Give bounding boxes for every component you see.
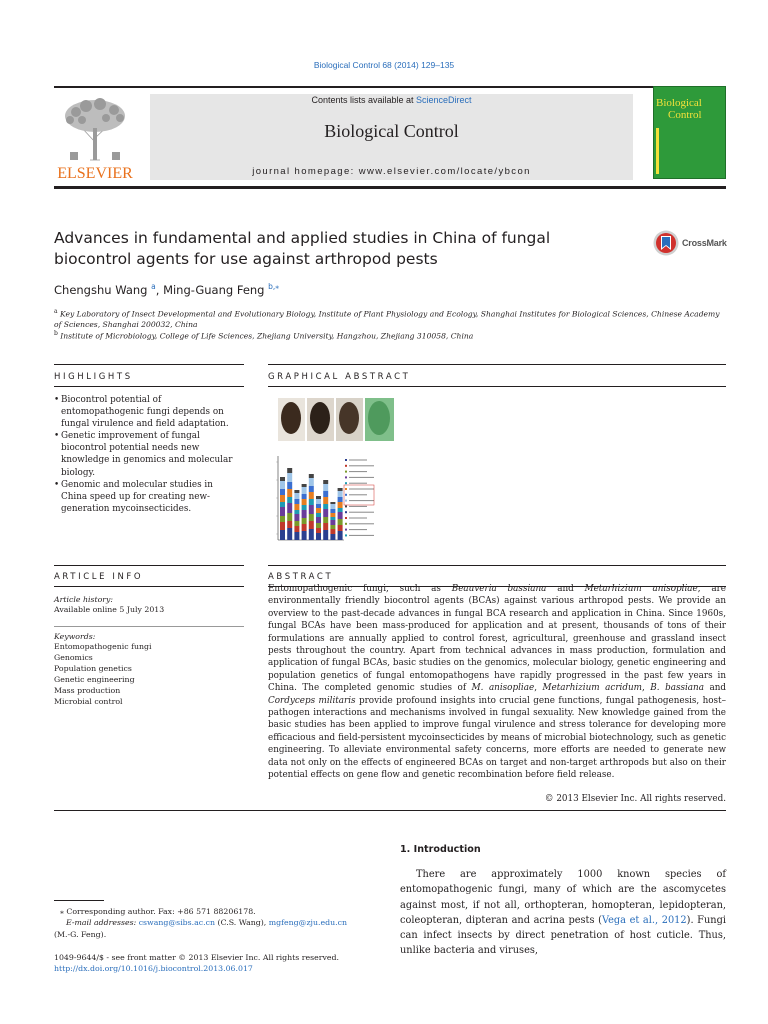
introduction-text xyxy=(400,867,726,959)
elsevier-wordmark: ELSEVIER xyxy=(57,165,133,180)
abstract-segment: and xyxy=(546,584,585,594)
elsevier-logo xyxy=(54,92,136,180)
graphical-abstract-insect-photos xyxy=(276,396,396,443)
highlight-item: • Genetic improvement of fungal biocontrol potential needs new knowledge in genomics and molecular biology. xyxy=(54,430,234,478)
abstract-segment: , xyxy=(534,683,543,694)
stacked-bar-segment xyxy=(294,532,299,540)
stacked-bar-segment xyxy=(280,507,285,516)
cover-title-line2: Control xyxy=(668,109,702,121)
legend-swatch xyxy=(345,511,347,513)
stacked-bar-segment xyxy=(302,524,307,531)
stacked-bar-segment xyxy=(309,478,314,486)
stacked-bar-segment xyxy=(309,499,314,505)
stacked-bar-segment xyxy=(302,499,307,505)
graphical-abstract-legend xyxy=(342,455,412,543)
stacked-bar-segment xyxy=(287,482,292,489)
legend-swatch xyxy=(345,471,347,473)
section-rule xyxy=(54,386,244,387)
abstract-text xyxy=(268,583,726,782)
legend-label-placeholder xyxy=(349,460,367,461)
legend-label-placeholder xyxy=(349,518,367,519)
legend-label-placeholder xyxy=(349,465,374,466)
abstract-segment: , xyxy=(641,683,651,694)
stacked-bar-segment xyxy=(287,513,292,521)
legend-swatch xyxy=(345,529,347,531)
affiliation-text: Key Laboratory of Insect Developmental and Evolutionary Biology, Institute of Plant Physiology and Ecology, Shanghai Institutes for Biological Sciences, Chinese Academy of Sciences, Shanghai 200032, China xyxy=(54,309,720,330)
header-bottom-rule xyxy=(54,186,726,189)
keyword-item: Genetic engineering xyxy=(54,675,135,684)
affiliation-text: Institute of Microbiology, College of Life Sciences, Zhejiang University, Hangzhou, Zhejiang 310058, China xyxy=(60,331,474,341)
affiliation-a xyxy=(54,307,724,331)
section-rule xyxy=(54,565,244,566)
stacked-bar-segment xyxy=(316,533,321,540)
legend-label-placeholder xyxy=(349,506,367,507)
stacked-bar-segment xyxy=(287,528,292,540)
stacked-bar-segment xyxy=(280,477,285,481)
legend-swatch xyxy=(345,505,347,507)
keyword-item: Microbial control xyxy=(54,697,123,706)
legend-label-placeholder xyxy=(349,529,367,530)
species-name: M. anisopliae xyxy=(471,683,535,694)
legend-swatch xyxy=(345,517,347,519)
species-name: Cordyceps militaris xyxy=(268,695,356,706)
legend-swatch xyxy=(345,500,347,502)
stacked-bar-segment xyxy=(287,468,292,473)
doi-link[interactable]: http://dx.doi.org/10.1016/j.biocontrol.2013.06.017 xyxy=(54,963,253,973)
article-history xyxy=(54,595,244,615)
affiliation-marker[interactable]: b,⁎ xyxy=(268,282,280,291)
stacked-bar-segment xyxy=(309,486,314,492)
section-rule xyxy=(268,364,726,365)
stacked-bar-segment xyxy=(294,510,299,514)
author-name[interactable]: Ming-Guang Feng xyxy=(163,282,265,297)
legend-label-placeholder xyxy=(349,535,374,536)
introduction-heading: 1. Introduction xyxy=(400,844,481,855)
stacked-bar-segment xyxy=(309,514,314,521)
crossmark-label[interactable]: CrossMark xyxy=(682,238,727,248)
sciencedirect-link[interactable]: ScienceDirect xyxy=(416,95,472,105)
corresponding-author-footnote xyxy=(54,906,380,940)
article-title: Advances in fundamental and applied studies in China of fungal biocontrol agents for use against arthropod pests xyxy=(54,229,551,268)
contents-prefix: Contents lists available at xyxy=(311,95,417,105)
stacked-bar-segment xyxy=(287,503,292,513)
legend-swatch xyxy=(345,476,347,478)
affiliation-b xyxy=(54,329,724,342)
email-link[interactable]: cswang@sibs.ac.cn xyxy=(138,918,216,928)
stacked-bar-segment xyxy=(280,495,285,502)
stacked-bar-segment xyxy=(287,473,292,482)
stacked-bar-segment xyxy=(309,521,314,529)
keyword-item: Mass production xyxy=(54,686,121,695)
abstract-heading: ABSTRACT xyxy=(268,572,334,582)
stacked-bar-segment xyxy=(316,499,321,504)
stacked-bar-segment xyxy=(330,509,335,513)
stacked-bar-segment xyxy=(294,526,299,532)
stacked-bar-segment xyxy=(323,523,328,530)
legend-label-placeholder xyxy=(349,512,374,513)
abstract-segment: and xyxy=(703,683,727,694)
stacked-bar-segment xyxy=(323,517,328,523)
legend-label-placeholder xyxy=(349,471,367,472)
history-value: Available online 5 July 2013 xyxy=(54,605,165,614)
affiliation-label: a xyxy=(54,308,58,315)
intro-segment: There are approximately 1000 known species of entomopathogenic fungi, many of which are the ascomycetes against most, if not all, orthopteran, homopteran, lepidopteran, coleopteran, dipteran and acrina pests ( xyxy=(400,869,726,926)
stacked-bar-segment xyxy=(280,481,285,489)
stacked-bar-segment xyxy=(294,521,299,526)
keywords-label: Keywords: xyxy=(54,632,96,641)
journal-title: Biological Control xyxy=(324,121,459,141)
legend-swatch xyxy=(345,494,347,496)
stacked-bar-segment xyxy=(294,514,299,521)
stacked-bar-segment xyxy=(294,499,299,504)
stacked-bar-segment xyxy=(330,520,335,525)
stacked-bar-segment xyxy=(330,502,335,504)
stacked-bar-segment xyxy=(323,530,328,540)
legend-swatch xyxy=(345,482,347,484)
stacked-bar-segment xyxy=(323,491,328,497)
legend-swatch xyxy=(345,465,347,467)
legend-swatch xyxy=(345,534,347,536)
species-name: Metarhizium anisopliae xyxy=(584,584,698,594)
stacked-bar-segment xyxy=(309,505,314,514)
contents-available xyxy=(150,95,633,105)
legend-label-placeholder xyxy=(349,477,374,478)
citation-link[interactable]: Vega et al., 2012 xyxy=(601,914,687,926)
stacked-bar-segment xyxy=(287,521,292,528)
author-separator: , xyxy=(155,282,164,297)
issn-line: 1049-9644/$ - see front matter © 2013 Elsevier Inc. All rights reserved. xyxy=(54,953,339,962)
stacked-bar-segment xyxy=(316,528,321,533)
stacked-bar-segment xyxy=(323,504,328,509)
article-info-heading: ARTICLE INFO xyxy=(54,572,144,582)
abstract-copyright: © 2013 Elsevier Inc. All rights reserved. xyxy=(544,794,726,804)
cover-title-line1: Biological xyxy=(656,97,702,109)
affiliation-label: b xyxy=(54,330,58,337)
homepage-link[interactable]: www.elsevier.com/locate/ybcon xyxy=(358,166,531,177)
keyword-item: Genomics xyxy=(54,653,93,662)
stacked-bar-segment xyxy=(309,474,314,478)
footnote-corresponding: Corresponding author. Fax: +86 571 88206178. xyxy=(66,907,256,916)
stacked-bar-segment xyxy=(287,489,292,497)
section-rule xyxy=(54,586,244,587)
legend-label-placeholder xyxy=(349,494,367,495)
email-label: E-mail addresses: xyxy=(66,918,139,928)
stacked-bar-segment xyxy=(294,504,299,510)
section-rule xyxy=(268,386,726,387)
stacked-bar-segment xyxy=(316,496,321,499)
homepage-prefix: journal homepage: xyxy=(252,166,359,177)
stacked-bar-segment xyxy=(316,504,321,508)
section-rule xyxy=(54,364,244,365)
highlights-list xyxy=(54,394,234,515)
stacked-bar-segment xyxy=(316,508,321,513)
footnote-line xyxy=(54,906,380,917)
stacked-bar-segment xyxy=(323,497,328,504)
stacked-bar-segment xyxy=(302,494,307,499)
legend-swatch xyxy=(345,488,347,490)
footnote-emails xyxy=(54,917,380,928)
stacked-bar-segment xyxy=(323,480,328,484)
graphical-abstract-heading: GRAPHICAL ABSTRACT xyxy=(268,372,411,382)
stacked-bar-segment xyxy=(280,489,285,495)
stacked-bar-segment xyxy=(302,518,307,524)
footnote-rule xyxy=(54,900,104,901)
stacked-bar-segment xyxy=(287,497,292,503)
email-owner: (M.-G. Feng). xyxy=(54,929,107,939)
stacked-bar-segment xyxy=(294,493,299,499)
species-name: B. bassiana xyxy=(650,683,704,694)
stacked-bar-segment xyxy=(302,487,307,494)
abstract-segment: Entomopathogenic fungi, such as xyxy=(268,584,452,594)
stacked-bar-segment xyxy=(280,516,285,522)
affiliation-marker[interactable]: a xyxy=(151,282,156,291)
page-footer xyxy=(54,953,454,974)
email-owner: (C.S. Wang), xyxy=(215,918,269,928)
stacked-bar-segment xyxy=(330,534,335,540)
highlight-item: • Biocontrol potential of entomopathogenic fungi depends on fungal virulence and field adaptation. xyxy=(54,394,234,430)
stacked-bar-segment xyxy=(330,504,335,509)
stacked-bar-segment xyxy=(330,517,335,520)
highlight-item: • Genomic and molecular studies in China speed up for creating new-generation mycoinsecticides. xyxy=(54,479,234,515)
species-name: Beauveria bassiana xyxy=(451,584,547,594)
legend-label-placeholder xyxy=(349,489,374,490)
stacked-bar-segment xyxy=(330,513,335,517)
stacked-bar-segment xyxy=(309,492,314,499)
author-name[interactable]: Chengshu Wang xyxy=(54,282,148,297)
email-link[interactable]: mgfeng@zju.edu.cn xyxy=(268,918,347,928)
stacked-bar-segment xyxy=(302,510,307,518)
keyword-item: Entomopathogenic fungi xyxy=(54,642,152,651)
section-rule xyxy=(54,810,726,811)
cover-title xyxy=(656,97,724,121)
stacked-bar-segment xyxy=(294,490,299,493)
header-rule xyxy=(54,86,726,88)
legend-label-placeholder xyxy=(349,523,374,524)
journal-citation-link[interactable]: Biological Control 68 (2014) 129–135 xyxy=(313,60,455,70)
abstract-segment: , are environmentally friendly biocontrol agents (BCAs) against various arthropod pests. We provide an overview to the past-decade advances in fungal BCA research and application in China. Since 1960s, fungal BCAs have been mass-produced for application and at present, thousands of tons of their formulations are annually applied to control forest, agricultural, greenhouse and grassland insect pests throughout the country. Apart from technical advances in mass production, formulation and application of fungal BCAs, basic studies on the genomics, molecular biology, genetic engineering and population genetics of fungal entomopathogens have rapidly progressed in the past few years in China. The completed genomic studies of xyxy=(268,584,727,694)
history-label: Article history: xyxy=(54,595,114,604)
legend-swatch xyxy=(345,523,347,525)
stacked-bar-segment xyxy=(316,523,321,528)
section-rule xyxy=(268,565,726,566)
legend-label-placeholder xyxy=(349,483,367,484)
species-name: Metarhizium acridum xyxy=(542,683,642,694)
stacked-bar-segment xyxy=(302,531,307,540)
stacked-bar-segment xyxy=(316,513,321,517)
stacked-bar-segment xyxy=(280,530,285,540)
stacked-bar-segment xyxy=(330,529,335,534)
footnote-marker: ⁎ xyxy=(60,907,64,916)
cover-accent-strip xyxy=(656,128,659,174)
stacked-bar-segment xyxy=(309,529,314,540)
stacked-bar-segment xyxy=(302,505,307,510)
author-list xyxy=(54,282,279,297)
legend-swatch xyxy=(345,459,347,461)
stacked-bar-segment xyxy=(323,484,328,491)
keywords-block xyxy=(54,632,244,707)
journal-homepage xyxy=(150,166,633,177)
highlights-heading: HIGHLIGHTS xyxy=(54,372,133,382)
keyword-item: Population genetics xyxy=(54,664,132,673)
info-divider xyxy=(54,626,244,627)
abstract-segment: provide profound insights into crucial gene functions, fungal pathogenesis, host–pathogen interactions and mechanisms involved in fungal sexuality. New knowledge gained from the basic studies has been applied to improve fungal virulence and stress tolerance for developing more efficacious and field-persistent mycoinsecticides by means of microbial biotechnology, such as genetic engineering. To alleviate environmental safety concerns, more efforts are needed to generate new data not only on the effects of engineered BCAs on target and non-target arthropods but also on their potential effects on gene flow and genetic recombination before field release. xyxy=(268,695,726,781)
stacked-bar-segment xyxy=(302,484,307,487)
legend-label-placeholder xyxy=(349,500,374,501)
stacked-bar-segment xyxy=(323,509,328,517)
stacked-bar-segment xyxy=(280,522,285,530)
stacked-bar-segment xyxy=(330,525,335,529)
intro-segment: ). Fungi can infect insects by direct penetration of host cuticle. Thus, unlike bacteria and viruses, xyxy=(400,914,726,957)
stacked-bar-segment xyxy=(280,502,285,507)
stacked-bar-segment xyxy=(316,517,321,523)
